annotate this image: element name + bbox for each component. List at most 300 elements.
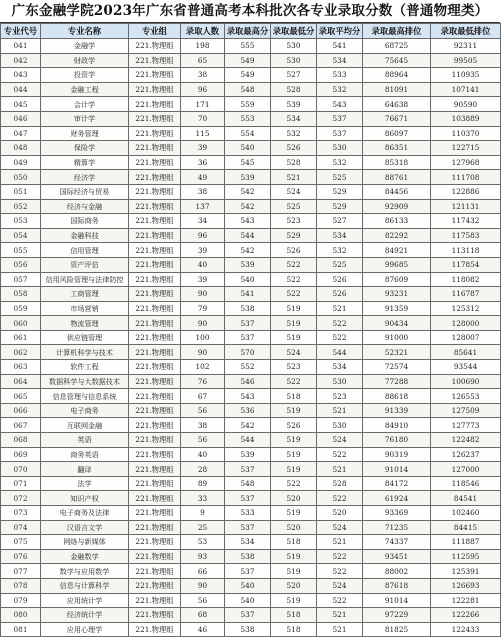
cell-group: 221.物理组 <box>129 608 181 623</box>
cell-max-rank: 81825 <box>363 622 431 637</box>
cell-code: 071 <box>1 476 41 491</box>
cell-max-rank: 84910 <box>363 418 431 433</box>
cell-max-score: 542 <box>225 243 271 258</box>
cell-group: 221.物理组 <box>129 447 181 462</box>
cell-group: 221.物理组 <box>129 141 181 156</box>
col-header-group: 专业组 <box>129 24 181 39</box>
cell-name: 市场营销 <box>41 301 129 316</box>
cell-code: 044 <box>1 82 41 97</box>
table-row <box>1 447 501 462</box>
cell-group: 221.物理组 <box>129 491 181 506</box>
cell-count: 34 <box>181 214 225 229</box>
cell-avg-score: 532 <box>317 82 363 97</box>
cell-max-score: 533 <box>225 506 271 521</box>
cell-max-score: 539 <box>225 170 271 185</box>
cell-avg-score: 522 <box>317 316 363 331</box>
table-row <box>1 418 501 433</box>
cell-name: 信用风险管理与法律防控 <box>41 272 129 287</box>
cell-min-rank: 128007 <box>431 330 501 345</box>
cell-code: 042 <box>1 53 41 68</box>
cell-max-score: 542 <box>225 199 271 214</box>
cell-min-score: 524 <box>271 184 317 199</box>
cell-group: 221.物理组 <box>129 389 181 404</box>
cell-min-rank: 126693 <box>431 578 501 593</box>
cell-count: 53 <box>181 535 225 550</box>
cell-avg-score: 524 <box>317 520 363 535</box>
cell-count: 25 <box>181 520 225 535</box>
cell-count: 36 <box>181 155 225 170</box>
cell-min-score: 520 <box>271 491 317 506</box>
cell-avg-score: 521 <box>317 403 363 418</box>
cell-min-rank: 125391 <box>431 564 501 579</box>
cell-name: 国际经济与贸易 <box>41 184 129 199</box>
cell-max-rank: 90434 <box>363 316 431 331</box>
cell-min-score: 528 <box>271 155 317 170</box>
cell-max-rank: 77288 <box>363 374 431 389</box>
cell-count: 90 <box>181 316 225 331</box>
table-row <box>1 257 501 272</box>
table-row <box>1 287 501 302</box>
col-header-count: 录取人数 <box>181 24 225 39</box>
cell-name: 电子商务 <box>41 403 129 418</box>
table-row <box>1 53 501 68</box>
cell-min-score: 519 <box>271 549 317 564</box>
cell-name: 信息与计算科学 <box>41 578 129 593</box>
cell-min-rank: 127968 <box>431 155 501 170</box>
cell-avg-score: 521 <box>317 535 363 550</box>
cell-group: 221.物理组 <box>129 287 181 302</box>
cell-group: 221.物理组 <box>129 345 181 360</box>
cell-code: 057 <box>1 272 41 287</box>
cell-count: 56 <box>181 403 225 418</box>
table-row <box>1 593 501 608</box>
cell-count: 137 <box>181 199 225 214</box>
table-row <box>1 433 501 448</box>
cell-count: 96 <box>181 82 225 97</box>
cell-max-score: 540 <box>225 578 271 593</box>
cell-avg-score: 527 <box>317 214 363 229</box>
cell-max-score: 537 <box>225 316 271 331</box>
cell-max-score: 570 <box>225 345 271 360</box>
cell-max-score: 538 <box>225 301 271 316</box>
cell-avg-score: 529 <box>317 199 363 214</box>
cell-avg-score: 530 <box>317 141 363 156</box>
table-row <box>1 214 501 229</box>
cell-avg-score: 525 <box>317 170 363 185</box>
cell-code: 048 <box>1 141 41 156</box>
table-row <box>1 243 501 258</box>
cell-code: 077 <box>1 564 41 579</box>
cell-max-score: 537 <box>225 520 271 535</box>
cell-count: 90 <box>181 345 225 360</box>
cell-min-rank: 127000 <box>431 462 501 477</box>
cell-max-score: 548 <box>225 476 271 491</box>
cell-name: 精算学 <box>41 155 129 170</box>
cell-count: 38 <box>181 68 225 83</box>
cell-min-score: 524 <box>271 345 317 360</box>
cell-avg-score: 521 <box>317 462 363 477</box>
cell-avg-score: 541 <box>317 39 363 54</box>
table-row <box>1 199 501 214</box>
cell-min-rank: 125312 <box>431 301 501 316</box>
cell-group: 221.物理组 <box>129 184 181 199</box>
cell-code: 041 <box>1 39 41 54</box>
cell-name: 保险学 <box>41 141 129 156</box>
cell-max-rank: 88761 <box>363 170 431 185</box>
cell-group: 221.物理组 <box>129 214 181 229</box>
cell-max-score: 540 <box>225 593 271 608</box>
cell-code: 051 <box>1 184 41 199</box>
cell-avg-score: 522 <box>317 564 363 579</box>
cell-code: 043 <box>1 68 41 83</box>
cell-avg-score: 532 <box>317 243 363 258</box>
cell-group: 221.物理组 <box>129 520 181 535</box>
table-row <box>1 491 501 506</box>
cell-code: 055 <box>1 243 41 258</box>
cell-name: 翻译 <box>41 462 129 477</box>
cell-min-score: 525 <box>271 199 317 214</box>
cell-max-rank: 93231 <box>363 287 431 302</box>
cell-min-score: 526 <box>271 141 317 156</box>
cell-code: 049 <box>1 155 41 170</box>
cell-group: 221.物理组 <box>129 578 181 593</box>
table-row <box>1 170 501 185</box>
cell-min-rank: 117432 <box>431 214 501 229</box>
cell-name: 汉语言文学 <box>41 520 129 535</box>
cell-min-score: 518 <box>271 608 317 623</box>
cell-code: 079 <box>1 593 41 608</box>
cell-group: 221.物理组 <box>129 622 181 637</box>
cell-max-score: 559 <box>225 97 271 112</box>
cell-group: 221.物理组 <box>129 433 181 448</box>
cell-min-rank: 100690 <box>431 374 501 389</box>
cell-min-rank: 111708 <box>431 170 501 185</box>
cell-min-rank: 126553 <box>431 389 501 404</box>
cell-avg-score: 534 <box>317 360 363 375</box>
cell-avg-score: 522 <box>317 491 363 506</box>
cell-min-rank: 116787 <box>431 287 501 302</box>
cell-max-score: 549 <box>225 68 271 83</box>
header-row <box>1 24 501 39</box>
cell-group: 221.物理组 <box>129 374 181 389</box>
cell-code: 050 <box>1 170 41 185</box>
cell-max-rank: 76180 <box>363 433 431 448</box>
cell-avg-score: 534 <box>317 53 363 68</box>
cell-max-score: 542 <box>225 184 271 199</box>
cell-min-rank: 99505 <box>431 53 501 68</box>
cell-max-score: 555 <box>225 39 271 54</box>
cell-max-rank: 52321 <box>363 345 431 360</box>
cell-name: 会计学 <box>41 97 129 112</box>
cell-max-score: 536 <box>225 403 271 418</box>
cell-group: 221.物理组 <box>129 82 181 97</box>
cell-min-score: 529 <box>271 228 317 243</box>
cell-max-score: 534 <box>225 535 271 550</box>
cell-avg-score: 526 <box>317 272 363 287</box>
table-row <box>1 82 501 97</box>
cell-name: 财政学 <box>41 53 129 68</box>
cell-max-rank: 97229 <box>363 608 431 623</box>
table-row <box>1 330 501 345</box>
cell-group: 221.物理组 <box>129 53 181 68</box>
table-row <box>1 535 501 550</box>
cell-max-rank: 71235 <box>363 520 431 535</box>
cell-min-rank: 128000 <box>431 316 501 331</box>
cell-min-score: 530 <box>271 53 317 68</box>
cell-name: 知识产权 <box>41 491 129 506</box>
cell-name: 信息管理与信息系统 <box>41 389 129 404</box>
cell-min-score: 519 <box>271 564 317 579</box>
cell-max-rank: 76671 <box>363 111 431 126</box>
cell-max-rank: 92909 <box>363 199 431 214</box>
cell-min-rank: 122433 <box>431 622 501 637</box>
cell-name: 经济统计学 <box>41 608 129 623</box>
cell-group: 221.物理组 <box>129 564 181 579</box>
col-header-min-score: 录取最低分 <box>271 24 317 39</box>
cell-max-score: 544 <box>225 433 271 448</box>
cell-count: 102 <box>181 360 225 375</box>
cell-min-score: 518 <box>271 622 317 637</box>
table-row <box>1 184 501 199</box>
cell-group: 221.物理组 <box>129 97 181 112</box>
cell-code: 056 <box>1 257 41 272</box>
cell-min-score: 522 <box>271 272 317 287</box>
cell-max-score: 545 <box>225 155 271 170</box>
cell-avg-score: 521 <box>317 301 363 316</box>
cell-name: 投资学 <box>41 68 129 83</box>
cell-group: 221.物理组 <box>129 228 181 243</box>
cell-max-score: 546 <box>225 374 271 389</box>
cell-max-rank: 74337 <box>363 535 431 550</box>
cell-count: 96 <box>181 228 225 243</box>
cell-name: 供应链管理 <box>41 330 129 345</box>
cell-min-rank: 110370 <box>431 126 501 141</box>
cell-avg-score: 537 <box>317 126 363 141</box>
cell-min-score: 530 <box>271 39 317 54</box>
cell-max-score: 544 <box>225 228 271 243</box>
cell-avg-score: 521 <box>317 622 363 637</box>
cell-avg-score: 532 <box>317 155 363 170</box>
cell-max-rank: 86097 <box>363 126 431 141</box>
cell-min-rank: 122266 <box>431 608 501 623</box>
cell-group: 221.物理组 <box>129 403 181 418</box>
cell-count: 76 <box>181 374 225 389</box>
cell-min-rank: 117583 <box>431 228 501 243</box>
cell-max-rank: 91014 <box>363 593 431 608</box>
cell-max-score: 554 <box>225 126 271 141</box>
cell-group: 221.物理组 <box>129 462 181 477</box>
table-row <box>1 316 501 331</box>
cell-min-score: 522 <box>271 257 317 272</box>
cell-name: 金融数学 <box>41 549 129 564</box>
cell-code: 080 <box>1 608 41 623</box>
col-header-max-score: 录取最高分 <box>225 24 271 39</box>
table-row <box>1 97 501 112</box>
cell-max-rank: 93369 <box>363 506 431 521</box>
cell-group: 221.物理组 <box>129 39 181 54</box>
cell-avg-score: 530 <box>317 374 363 389</box>
cell-avg-score: 543 <box>317 97 363 112</box>
cell-avg-score: 533 <box>317 68 363 83</box>
table-row <box>1 111 501 126</box>
cell-max-rank: 88002 <box>363 564 431 579</box>
cell-name: 金融工程 <box>41 82 129 97</box>
cell-avg-score: 528 <box>317 476 363 491</box>
cell-min-score: 522 <box>271 374 317 389</box>
cell-code: 047 <box>1 126 41 141</box>
cell-name: 资产评估 <box>41 257 129 272</box>
cell-max-score: 543 <box>225 214 271 229</box>
cell-code: 072 <box>1 491 41 506</box>
table-row <box>1 374 501 389</box>
cell-max-score: 543 <box>225 389 271 404</box>
table-body <box>1 39 501 637</box>
cell-code: 052 <box>1 199 41 214</box>
cell-max-rank: 68725 <box>363 39 431 54</box>
cell-count: 68 <box>181 608 225 623</box>
cell-max-score: 548 <box>225 82 271 97</box>
cell-avg-score: 522 <box>317 330 363 345</box>
cell-count: 56 <box>181 433 225 448</box>
cell-name: 应用统计学 <box>41 593 129 608</box>
cell-max-rank: 82292 <box>363 228 431 243</box>
cell-max-rank: 86133 <box>363 214 431 229</box>
cell-min-score: 527 <box>271 68 317 83</box>
cell-count: 93 <box>181 549 225 564</box>
table-row <box>1 39 501 54</box>
cell-max-score: 537 <box>225 462 271 477</box>
cell-max-score: 537 <box>225 608 271 623</box>
cell-code: 073 <box>1 506 41 521</box>
cell-avg-score: 522 <box>317 593 363 608</box>
cell-max-rank: 84456 <box>363 184 431 199</box>
cell-count: 79 <box>181 301 225 316</box>
table-row <box>1 549 501 564</box>
table-row <box>1 301 501 316</box>
cell-min-rank: 118546 <box>431 476 501 491</box>
cell-min-rank: 102460 <box>431 506 501 521</box>
col-header-max-rank: 录取最高排位 <box>363 24 431 39</box>
cell-name: 审计学 <box>41 111 129 126</box>
table-row <box>1 345 501 360</box>
cell-avg-score: 522 <box>317 549 363 564</box>
cell-min-rank: 90590 <box>431 97 501 112</box>
cell-max-score: 541 <box>225 287 271 302</box>
table-row <box>1 272 501 287</box>
cell-max-rank: 88964 <box>363 68 431 83</box>
cell-code: 059 <box>1 301 41 316</box>
cell-min-rank: 122281 <box>431 593 501 608</box>
cell-avg-score: 525 <box>317 257 363 272</box>
cell-count: 100 <box>181 330 225 345</box>
table-row <box>1 578 501 593</box>
cell-group: 221.物理组 <box>129 301 181 316</box>
cell-max-score: 537 <box>225 330 271 345</box>
cell-name: 计算机科学与技术 <box>41 345 129 360</box>
cell-count: 65 <box>181 53 225 68</box>
cell-name: 应用心理学 <box>41 622 129 637</box>
cell-max-rank: 61924 <box>363 491 431 506</box>
cell-min-rank: 126237 <box>431 447 501 462</box>
cell-count: 90 <box>181 287 225 302</box>
cell-min-score: 519 <box>271 301 317 316</box>
cell-avg-score: 530 <box>317 418 363 433</box>
cell-count: 39 <box>181 141 225 156</box>
cell-count: 70 <box>181 111 225 126</box>
cell-code: 068 <box>1 433 41 448</box>
cell-min-score: 519 <box>271 316 317 331</box>
cell-min-rank: 113118 <box>431 243 501 258</box>
cell-min-rank: 85641 <box>431 345 501 360</box>
cell-min-score: 522 <box>271 287 317 302</box>
cell-group: 221.物理组 <box>129 126 181 141</box>
cell-max-score: 538 <box>225 549 271 564</box>
cell-min-rank: 112595 <box>431 549 501 564</box>
table-row <box>1 155 501 170</box>
cell-name: 法学 <box>41 476 129 491</box>
cell-max-score: 537 <box>225 491 271 506</box>
cell-count: 198 <box>181 39 225 54</box>
cell-name: 数据科学与大数据技术 <box>41 374 129 389</box>
cell-min-rank: 93544 <box>431 360 501 375</box>
cell-min-score: 520 <box>271 578 317 593</box>
cell-group: 221.物理组 <box>129 316 181 331</box>
cell-min-score: 518 <box>271 389 317 404</box>
cell-code: 066 <box>1 403 41 418</box>
cell-min-score: 521 <box>271 170 317 185</box>
cell-avg-score: 523 <box>317 389 363 404</box>
cell-count: 28 <box>181 462 225 477</box>
cell-max-score: 537 <box>225 564 271 579</box>
cell-count: 40 <box>181 257 225 272</box>
cell-min-rank: 122886 <box>431 184 501 199</box>
cell-name: 英语 <box>41 433 129 448</box>
cell-min-rank: 117854 <box>431 257 501 272</box>
cell-group: 221.物理组 <box>129 593 181 608</box>
cell-count: 67 <box>181 389 225 404</box>
cell-max-rank: 91014 <box>363 462 431 477</box>
cell-avg-score: 529 <box>317 184 363 199</box>
cell-max-rank: 87618 <box>363 578 431 593</box>
cell-min-rank: 122715 <box>431 141 501 156</box>
cell-code: 067 <box>1 418 41 433</box>
cell-min-score: 519 <box>271 462 317 477</box>
cell-max-rank: 91000 <box>363 330 431 345</box>
cell-min-score: 519 <box>271 506 317 521</box>
cell-max-rank: 88618 <box>363 389 431 404</box>
table-row <box>1 141 501 156</box>
cell-max-score: 539 <box>225 447 271 462</box>
cell-count: 39 <box>181 243 225 258</box>
cell-min-score: 539 <box>271 97 317 112</box>
cell-code: 046 <box>1 111 41 126</box>
cell-group: 221.物理组 <box>129 243 181 258</box>
cell-group: 221.物理组 <box>129 111 181 126</box>
cell-min-rank: 127773 <box>431 418 501 433</box>
cell-avg-score: 537 <box>317 111 363 126</box>
cell-name: 电子商务及法律 <box>41 506 129 521</box>
score-table <box>0 23 501 637</box>
cell-code: 061 <box>1 330 41 345</box>
cell-code: 058 <box>1 287 41 302</box>
cell-code: 074 <box>1 520 41 535</box>
cell-group: 221.物理组 <box>129 155 181 170</box>
cell-min-score: 519 <box>271 433 317 448</box>
cell-name: 经济与金融 <box>41 199 129 214</box>
cell-name: 信用管理 <box>41 243 129 258</box>
cell-avg-score: 524 <box>317 578 363 593</box>
cell-name: 国际商务 <box>41 214 129 229</box>
